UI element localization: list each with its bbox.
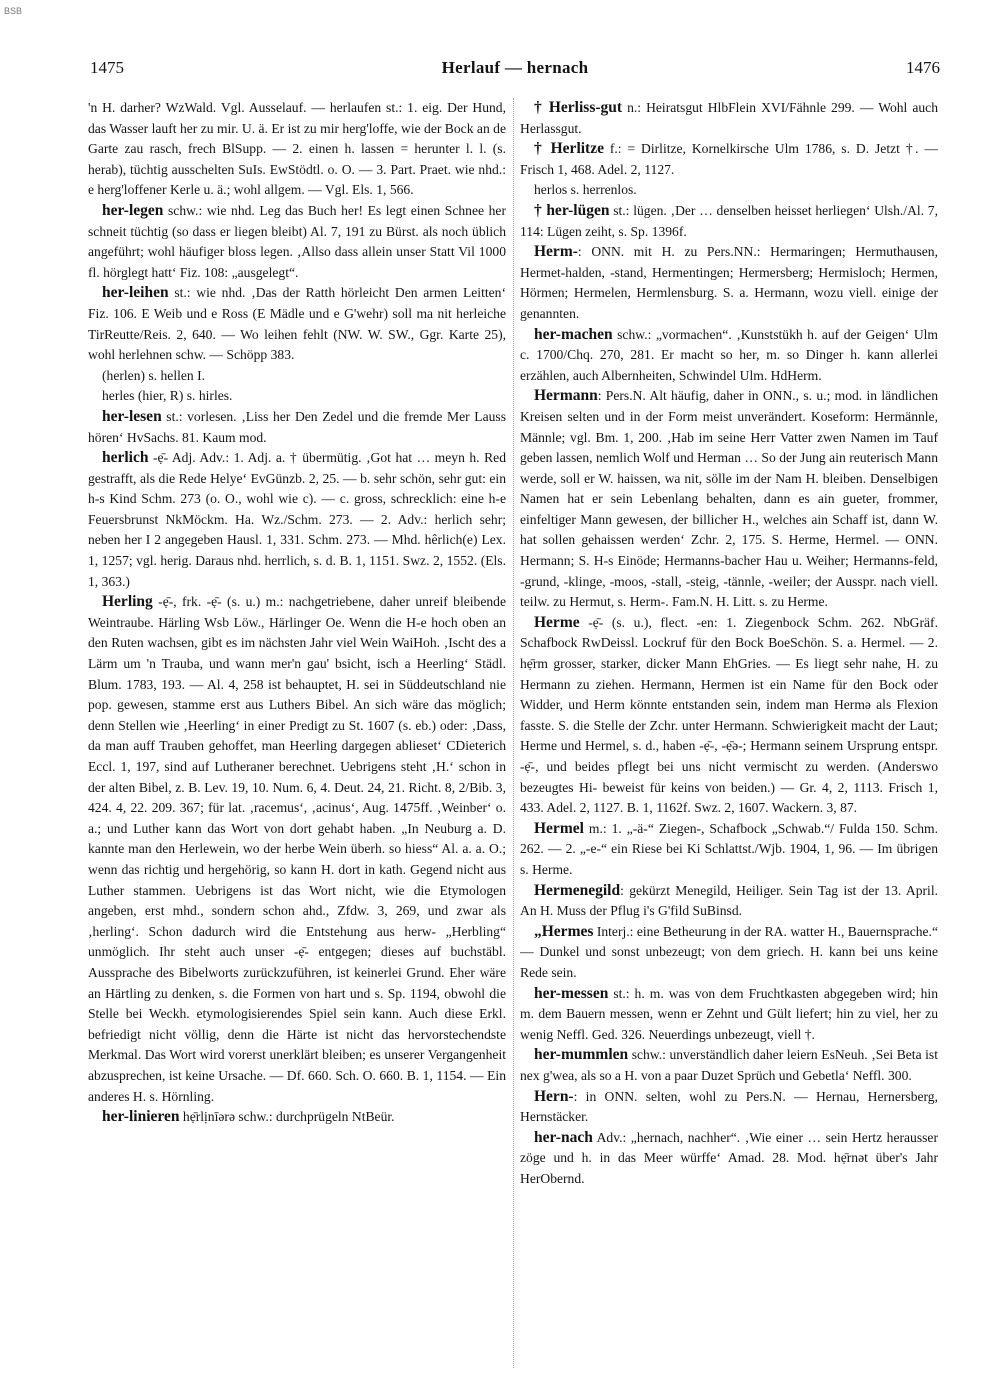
dictionary-entry [88,448,506,592]
dictionary-entry [88,283,506,365]
dictionary-entry [88,407,506,448]
dictionary-entry [520,386,938,613]
page-number-right: 1476 [906,58,940,77]
left-column [88,98,506,1378]
entry-headword: Hermann [534,387,598,405]
entry-text: f.: = Dirlitze, Kornelkirsche Ulm 1786, s. D. Jetzt †. — Frisch 1, 468. Adel. 2, 1127. [520,141,938,177]
entry-headword: her-mummlen [534,1046,629,1064]
entry-headword: † Herlitze [534,140,604,158]
dictionary-entry [520,201,938,242]
entry-text: -ẹ̄-, frk. -ẹ̄- (s. u.) m.: nachgetriebene, daher unreif bleibende Weintraube. Härling Wsb Löw., Härlinger Oe. Wenn die H-e hoch oben an den Ruten wachsen, gibt es im nächsten Jahr viel Wein WaiHoh. ‚Ischt des a Lärm um 'n Trauba, und wann mer'n gau' bsicht, isch a Heerling‘ Städl. Blum. 1783, 193. — Al. 4, 258 ist behauptet, H. sei in Süddeutschland nie pop. gewesen, stamme erst aus Luthers Bibel. An sich wäre das möglich; denn Stellen wie ‚Heerling‘ in einer Predigt zu St. 1607 (s. eb.) oder: ‚Dass, da man auff Trauben gehoffet, man Heerling dargegen ablieset‘ CDieterich Eccl. 1, 197, sind auf Lutheraner berechnet. Uebrigens steht ‚H.‘ schon in der alten Bibel, z. B. Lev. 19, 10. Num. 6, 4. Deut. 24, 21. Richt. 8, 2/Bib. 3, 424. 4, 22. 209. 367; für lat. ‚racemus‘, ‚acinus‘, Aug. 1475ff. ‚Weinber‘ o. a.; und Luther kann das Wort von dort gehabt haben. „In Neuburg a. D. kannte man den Herlewein, wo der herbe Wein überh. so hiess“ Al. a. a. O.; wenn das richtig und hergehörig, so kann H. dort in kath. Gegend nicht aus Luther stammen. Uebrigens ist das Wort nicht, wie die Etymologen angeben, erst mhd., sondern schon ahd., Zfdw. 3, 269, und zwar als ‚herling‘. Schon dadurch wird die Entstehung aus herw- „Herbling“ unmöglich. Ihr steht auch unser -ẹ̄- entgegen; dieses auf buchstäbl. Aussprache des Bibelworts zurückzuführen, ist keinerlei Grund. Eher wäre an Härtling zu denken, s. die Formen von hart und s. Sp. 1194, obwohl die Stelle bei Weckh. etymologisierendes Spiel sein kann. Auch diese Erkl. befriedigt nicht völlig, denn die Härte ist nicht das hervorstechendste Merkmal. Das Wort wird vorerst unerklärt bleiben; es unserer Vergangenheit abzusprechen, ist keine Ursache. — Df. 660. Sch. O. 660. B. 1, 1154. — Ein anderes H. s. Hörnling. [88,594,506,1104]
entry-text: schw.: unverständlich daher leiern EsNeuh. ‚Sei Beta ist nex g'wea, als so a H. von a paar Duzet Sprüch und Gebetla‘ Neffl. 300. [520,1047,938,1083]
entry-headword: her-legen [102,201,164,219]
dictionary-entry [520,819,938,881]
entry-text: schw.: „vormachen“. ‚Kunststükh h. auf der Geigen‘ Ulm c. 1700/Chq. 270, 281. Er macht so her, m. so Dinger h. kann allerlei erzählen, auch Albernheiten, Schwindel Ulm. HdHerm. [520,326,938,383]
entry-text: : in ONN. selten, wohl zu Pers.N. — Hernau, Hernersberg, Hernstäcker. [520,1088,938,1125]
dictionary-entry [520,325,938,387]
entry-headword: Herm- [534,243,578,261]
right-column [520,98,938,1378]
entry-text: herles (hier, R) s. hirles. [102,388,233,404]
dictionary-entry [520,98,938,139]
entry-text: : gekürzt Menegild, Heiliger. Sein Tag ist der 13. April. An H. Muss der Pflug i's G'fild SuBinsd. [520,882,938,919]
dictionary-entry [520,922,938,984]
dictionary-entry [520,242,938,324]
entry-text: st.: wie nhd. ‚Das der Ratth hörleicht Den armen Leitten‘ Fiz. 106. E Weib und e Ross (E Mädle und e G'wehr) soll ma nit herleiche TirReutte/Reis. 2, 640. — Wo leihen fehlt (NW. W. SW., Ggr. Karte 25), wohl herlehnen schw. — Schöpp 383. [88,285,506,363]
dictionary-entry [520,139,938,180]
entry-headword: Herme [534,613,580,631]
entry-text: Adv.: „hernach, nachher“. ‚Wie einer … sein Hertz herausser zöge und h. in das Meer würffe‘ Amad. 28. Mod. hẹ̄rnət über's Jahr HerObernd. [520,1129,938,1186]
dictionary-entry [520,1045,938,1086]
entry-headword: her-lesen [102,407,162,425]
page-header [90,58,940,82]
entry-text: 'n H. darher? WzWald. Vgl. Ausselauf. — herlaufen st.: 1. eig. Der Hund, das Wasser lauft her zu mir. U. ä. Er ist zu mir herg'loffe, wie der Bock an de Garte zau rasch, frech BlSupp. — 2. einen h. lassen = herunter l. l. (s. herab), tüchtig ausschelten SuIs. EwStödtl. o. O. — 3. Part. Praet. wie nhd.: e herg'loffener Kerle u. ä.; wohl allgem. — Vgl. Els. 1, 566. [88,100,506,198]
entry-text: : ONN. mit H. zu Pers.NN.: Hermaringen; Hermuthausen, Hermet-halden, -stand, Hermentingen; Hermersberg; Hermisloch; Hermen, Hörmen; Hermelen, Hermlensburg. S. a. Hermann, wozu viell. einige der genannten. [520,244,938,321]
entry-text: (herlen) s. hellen I. [102,367,206,383]
entry-text: -ẹ̄- (s. u.), flect. -en: 1. Ziegenbock Schm. 262. NbGräf. Schafbock RwDeissl. Lockruf für den Bock BoeSchön. S. a. Hermel. — 2. hẹ̄rm grosser, starker, dicker Mann EhGries. — Es liegt sehr nahe, H. zu Hermann zu ziehen. Hermann, Hermen ist ein Name für den Bock oder Widder, und Herm könnte entstanden sein, indem man Hermə als Flexion fasste. S. die Stelle der Zchr. unter Hermann. Schwierigkeit macht der Laut; Herme und Hermel, s. d., haben -ẹ̄-, -ẹ̄ə-; Hermann seinem Ursprung entspr. -ẹ̄-, und beides pflegt bei uns nicht vermischt zu werden. (Anderswo bezeugtes Hi- beweist für keins von beiden.) — Gr. 4, 2, 1113. Frisch 1, 433. Adel. 2, 1127. B. 1, 1162f. Swz. 2, 1607. Wackern. 3, 87. [520,614,938,816]
running-title: Herlauf — hernach [441,58,589,77]
dictionary-entry [520,1128,938,1190]
page-number-left: 1475 [90,58,124,77]
entry-text: m.: 1. „-ä-“ Ziegen-, Schafbock „Schwab.“/ Fulda 150. Schm. 262. — 2. „-e-“ ein Riese bei Ki Schlattst./Wjb. 1904, 1, 96. — Im übrigen s. Herme. [520,820,938,877]
cross-reference [520,180,938,201]
dictionary-entry [520,984,938,1046]
dictionary-entry [520,881,938,922]
column-divider [513,98,514,1368]
dictionary-entry [88,201,506,283]
entry-headword: her-leihen [102,284,169,302]
dictionary-entry [88,98,506,201]
entry-text: st.: h. m. was von dem Fruchtkasten abgegeben wird; hin m. dem Bauern messen, wenn er Zehnt und Gült liefert; hin zu viel, her zu wenig Neffl. Ged. 326. Neuerdings unbezeugt, viell †. [520,985,938,1042]
entry-text: n.: Heiratsgut HlbFlein XVI/Fähnle 299. — Wohl auch Herlassgut. [520,100,938,136]
cross-reference [88,366,506,387]
entry-headword: Hern- [534,1087,574,1105]
dictionary-entry [520,1087,938,1128]
entry-headword: her-nach [534,1128,593,1146]
entry-text: -ẹ̄- Adj. Adv.: 1. Adj. a. † übermütig. ‚Got hat … meyn h. Red gestrafft, als die Rede Helye‘ EvGünzb. 2, 25. — b. sehr schön, sehr gut: ein h-s Kind Schm. 273 (o. O., wohl wie c). — c. gross, schrecklich: eine h-e Feuersbrunst NkMöckm. Ha. Wz./Schm. 273. — 2. Adv.: herlich sehr; neben her I 2 angegeben Hausl. 1, 331. Schm. 273. — Mhd. hêrlich(e) Lex. 1, 1257; vgl. herig. Daraus nhd. herrlich, s. d. B. 1, 1151. Swz. 2, 1552. (Els. 1, 363.) [88,450,506,589]
entry-headword: Herling [102,593,153,611]
dictionary-entry [88,1107,506,1128]
entry-headword: † Herliss-gut [534,99,623,116]
library-stamp: BSB [4,6,23,16]
entry-headword: Hermel [534,819,584,837]
entry-headword: herlich [102,449,149,467]
entry-text: : Pers.N. Alt häufig, daher in ONN., s. u.; mod. in ländlichen Kreisen selten und in der Form meist unverändert. Koseform: Hermännle, Männle; vgl. Bm. 1, 200. ‚Hab im seine Herr Vatter zwen Namen im Tauf geben lassen, nemlich Wolf und Herman … So der Jung ain reuterisch Mann werde, soll er W. haissen, wa nit, sölle im der Nam H. bleiben. Denselbigen Namen hat er sein Lebenlang behalten, dann es ain gueter, frommer, einfeltiger Mann gewesen, der billicher H., welches ain Schaff ist, dann W. hat sollen gehaissen werden‘ Zchr. 2, 175. S. Herme, Hermel. — ONN. Hermann; S. H-s Einöde; Hermanns-bacher Hau u. Weiher; Hermanns-feld, -grund, -klinge, -moos, -stall, -steig, -tännle, -weiler; der Ausspr. nach viell. teilw. zu Hermut, s. Herm-. Fam.N. H. Litt. s. zu Herme. [520,388,938,610]
entry-text: Interj.: eine Betheurung in der RA. watter H., Bauernsprache.“ — Dunkel und sonst unbezeugt; von dem griech. H. kann bei uns keine Rede sein. [520,923,938,980]
cross-reference [88,386,506,407]
entry-text: schw.: wie nhd. Leg das Buch her! Es legt einen Schnee her schneit tüchtig (so dass er liegen bleibt) Al. 7, 191 zu Bürst. als noch üblich angeführt; wohl häufiger bloss legen. ‚Allso dass allein unser Statt Vil 1000 fl. hörglegt hatt‘ Fiz. 108: „ausgelegt“. [88,202,506,280]
entry-headword: „Hermes [534,922,594,940]
entry-text: st.: lügen. ‚Der … denselben heisset herliegen‘ Ulsh./Al. 7, 114: Lügen zeiht, s. Sp. 1396f. [520,202,938,239]
dictionary-entry [520,613,938,819]
entry-headword: † her-lügen [534,201,610,219]
dictionary-entry [88,592,506,1107]
entry-headword: Hermenegild [534,881,621,899]
entry-headword: her-messen [534,984,609,1002]
entry-text: hẹ̄rlịnīərə schw.: durchprügeln NtBeür. [179,1109,395,1125]
entry-text: herlos s. herrenlos. [534,182,637,198]
entry-text: st.: vorlesen. ‚Liss her Den Zedel und die fremde Mer Lauss hören‘ HvSachs. 81. Kaum mod. [88,408,506,445]
entry-headword: her-linieren [102,1108,180,1126]
entry-headword: her-machen [534,325,613,343]
